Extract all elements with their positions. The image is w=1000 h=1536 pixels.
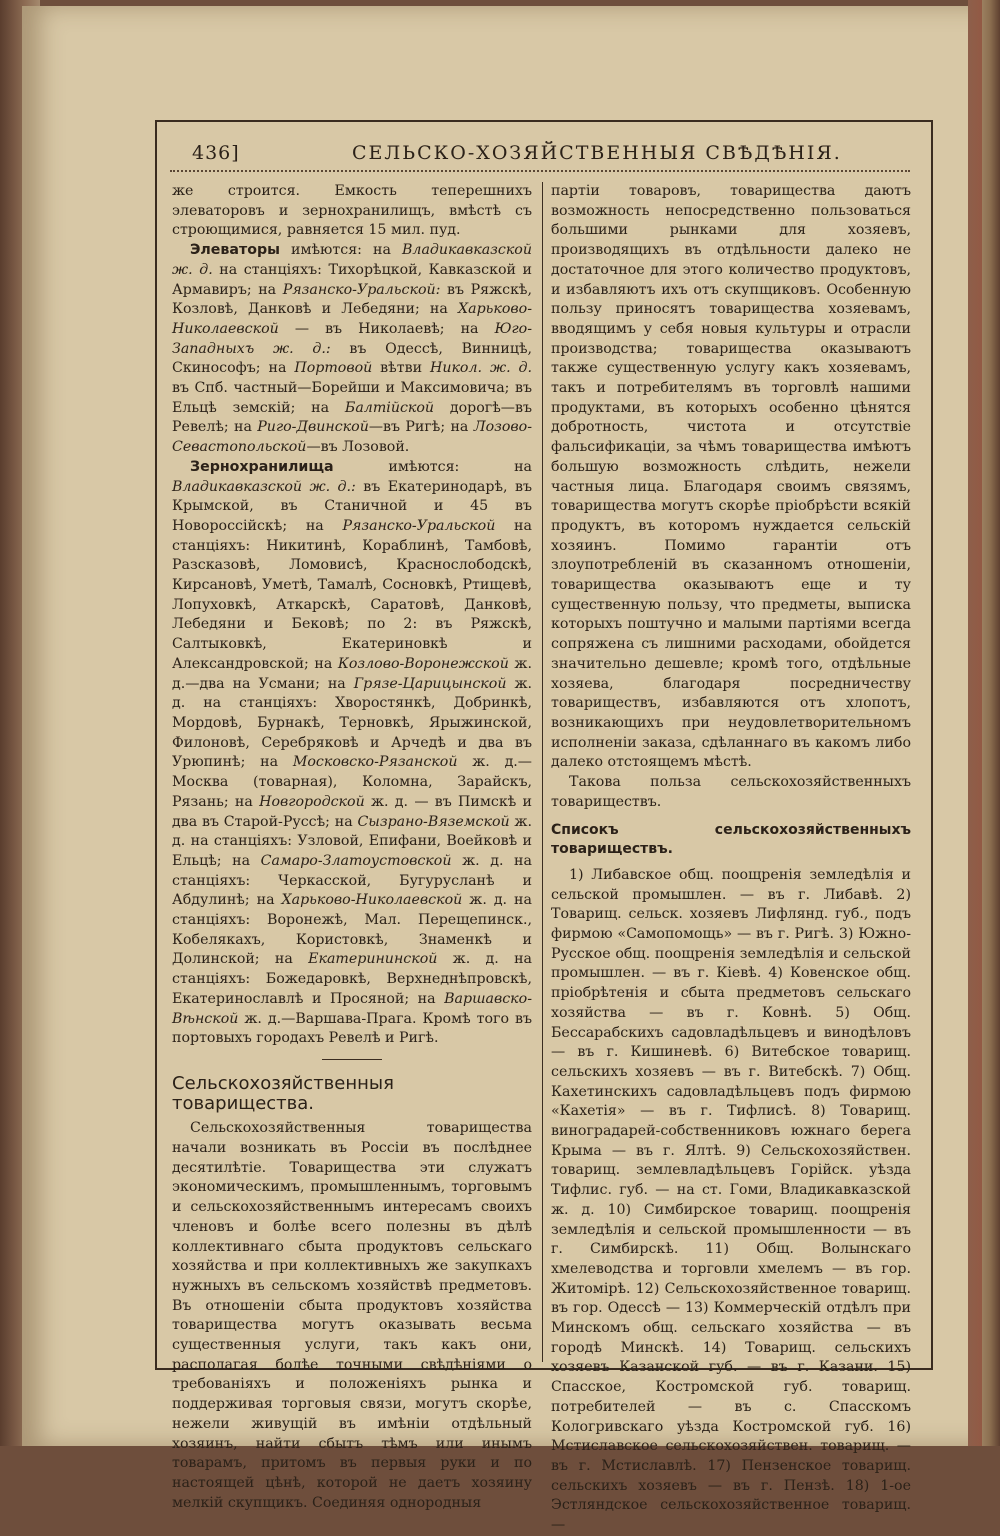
paragraph-summary: Такова польза сельскохозяйственныхъ товариществъ. (551, 774, 911, 810)
paragraph-cooperatives-benefits: партіи товаровъ, товарищества даютъ возможность непосредственно пользоваться большими рынками для хозяевъ, производящихъ въ отдѣльности далеко не достаточное для этого количество продуктовъ, и избавляютъ ихъ отъ скупщиковъ. Особенную пользу приносятъ товарищества хозяевамъ, вводящимъ у себя новыя культуры и отрасли производства; товарищества оказываютъ также существенную услугу какъ хозяевамъ, такъ и потребителямъ въ торговлѣ нашими продуктами, въ которыхъ особенно цѣнятся добротность, чистота и отсутствіе фальсификаціи, за чѣмъ товарищества имѣютъ большую возможность слѣдить, нежели частныя лица. Благодаря своимъ связямъ, товарищества могутъ скорѣе пріобрѣсти всякій продуктъ, въ которомъ нуждается сельскій хозяинъ. Помимо гарантіи отъ злоупотребленій въ сказанномъ отношеніи, товарищества оказываютъ еще и ту существенную пользу, что предметы, выписка которыхъ поштучно и малыми партіями всегда сопряжена съ лишними расходами, обойдется значительно дешевле; кромѣ того, отдѣльные хозяева, благодаря посредничеству товариществъ, избавляются отъ хлопотъ, возникающихъ при неудовлетворительномъ исполненіи заказа, сдѣланнаго въ какомъ либо далеко отстоящемъ мѣстѣ. (551, 183, 911, 771)
paragraph-granaries: Зернохранилища имѣются: на Владикавказской ж. д.: въ Екатеринодарѣ, въ Крымской, въ Станичной и 45 въ Новороссійскѣ; на Рязанско-Уральской на станціяхъ: Никитинѣ, Кораблинѣ, Тамбовѣ, Разсказовѣ, Ломовисѣ, Краснослободскѣ, Кирсановѣ, Уметѣ, Тамалѣ, Сосновкѣ, Ртищевѣ, Лопуховкѣ, Аткарскѣ, Саратовѣ, Данковѣ, Лебедяни и Бековѣ; по 2: въ Ряжскѣ, Салтыковкѣ, Екатериновкѣ и Александровской; на Козлово-Воронежской ж. д.—два на Усмани; на Грязе-Царицынской ж. д. на станціяхъ: Хворостянкѣ, Добринкѣ, Мордовѣ, Бурнакѣ, Терновкѣ, Ярыжинской, Филоновѣ, Серебряковѣ и Арчедѣ и два въ Урюпинѣ; на Московско-Рязанской ж. д.—Москва (товарная), Коломна, Зарайскъ, Рязань; на Новгородской ж. д. — въ Пимскѣ и два въ Старой-Руссѣ; на Сызрано-Вяземской ж. д. на станціяхъ: Узловой, Епифани, Воейковѣ и Ельцѣ; на Самаро-Златоустовской ж. д. на станціяхъ: Черкасской, Бугурусланѣ и Абдулинѣ; на Харьково-Николаевской ж. д. на станціяхъ: Воронежѣ, Мал. Перещепинск., Кобелякахъ, Користовкѣ, Знаменкѣ и Долинской; на Екатерининской ж. д. на станціяхъ: Божедаровкѣ, Верхнеднѣпровскѣ, Екатеринославлѣ и Просяной; на Варшавско-Вѣнской ж. д.—Варшава-Прага. Кромѣ того въ портовыхъ городахъ Ревелѣ и Ригѣ. (172, 458, 532, 1047)
column-divider (542, 182, 543, 1362)
page-header (192, 136, 892, 172)
paragraph-elevators: Элеваторы имѣются: на Владикавказской ж. д. на станціяхъ: Тихорѣцкой, Кавказской и Армавиръ; на Рязанско-Уральской: въ Ряжскѣ, Козловѣ, Данковѣ и Лебедяни; на Харьково-Николаевской — въ Николаевѣ; на Юго-Западныхъ ж. д.: въ Одессѣ, Винницѣ, Скинософъ; на Портовой вѣтви Никол. ж. д. въ Спб. частный—Борейши и Максимовича; въ Ельцѣ земскій; на Балтійской дорогѣ—въ Ревелѣ; на Риго-Двинской—въ Ригѣ; на Лозово-Севастопольской—въ Лозовой. (172, 242, 533, 456)
paragraph-elevator-capacity: же строится. Емкость теперешнихъ элеваторовъ и зернохранилищъ, вмѣстѣ съ строющимися, равняется 15 мил. пуд. (172, 183, 532, 239)
paragraph-cooperatives-intro: Сельскохозяйственныя товарищества начали возникать въ Россіи въ послѣднее десятилѣтіе. Товарищества эти служатъ экономическимъ, промышленнымъ, торговымъ и сельскохозяйственнымъ интересамъ своихъ членовъ и болѣе всего полезны въ дѣлѣ коллективнаго сбыта продуктовъ сельскаго хозяйства и при коллективныхъ же закупкахъ нужныхъ въ сельскомъ хозяйствѣ предметовъ. Въ отношеніи сбыта продуктовъ хозяйства товарищества могутъ оказывать весьма существенныя услуги, такъ какъ они, располагая болѣе точными свѣдѣніями о требованіяхъ и положеніяхъ рынка и поддерживая торговыя связи, могутъ скорѣе, нежели живущій въ имѣніи отдѣльный хозяинъ, найти сбытъ тѣмъ или инымъ товарамъ, притомъ въ первыя руки и по настоящей цѣнѣ, которой не даетъ хозяину мелкій скупщикъ. Соединяя однородныя (172, 1120, 532, 1511)
bookmark-ribbon (968, 0, 982, 1446)
cooperatives-list: 1) Либавское общ. поощренія земледѣлія и сельской промышлен. — въ г. Либавѣ. 2) Товарищ. сельск. хозяевъ Лифлянд. губ., подъ фирмою «Самопомощь» — въ г. Ригѣ. 3) Южно-Русское общ. поощренія земледѣлія и сельской промышлен. — въ г. Кіевѣ. 4) Ковенское общ. пріобрѣтенія и сбыта предметовъ сельскаго хозяйства — въ г. Ковнѣ. 5) Общ. Бессарабскихъ садовладѣльцевъ и винодѣловъ — въ г. Кишиневѣ. 6) Витебское товарищ. сельскихъ хозяевъ — въ г. Витебскѣ. 7) Общ. Кахетинскихъ садовладѣльцевъ подъ фирмою «Кахетія» — въ г. Тифлисѣ. 8) Товарищ. виноградарей-собственниковъ южнаго берега Крыма — въ г. Ялтѣ. 9) Сельскохозяйствен. товарищ. землевладѣльцевъ Горійск. уѣзда Тифлис. губ. — на ст. Гоми, Владикавказской ж. д. 10) Симбирское товарищ. поощренія земледѣлія и сельской промышленности — въ г. Симбирскѣ. 11) Общ. Волынскаго хмелеводства и торговли хмелемъ — въ гор. Житомірѣ. 12) Сельскохозяйственное товарищ. въ гор. Одессѣ — 13) Коммерческій отдѣлъ при Минскомъ общ. сельскаго хозяйства — въ городѣ Минскѣ. 14) Товарищ. сельскихъ хозяевъ Казанской губ. — въ г. Казани. 15) Спасское, Костромской губ. товарищ. потребителей — въ с. Спасскомъ Кологривскаго уѣзда Костромской губ. 16) Мстиславское сельскохозяйствен. товарищ. — въ г. Мстиславлѣ. 17) Пензенское товарищ. сельскихъ хозяевъ — въ г. Пензѣ. 18) 1-ое Эстляндское сельскохозяйственное товарищ. — (551, 866, 911, 1534)
section-separator (322, 1059, 382, 1060)
section-title: Сельскохозяйственныя товарищества. (172, 1072, 394, 1114)
page-number: 436] (192, 142, 240, 164)
running-title: СЕЛЬСКО-ХОЗЯЙСТВЕННЫЯ СВѢДѢНІЯ. (352, 142, 842, 164)
left-column (172, 182, 532, 1513)
header-wavy-rule (170, 170, 910, 180)
list-title: Списокъ сельскохозяйственныхъ товариществъ. (551, 821, 911, 858)
right-column (551, 182, 911, 1536)
